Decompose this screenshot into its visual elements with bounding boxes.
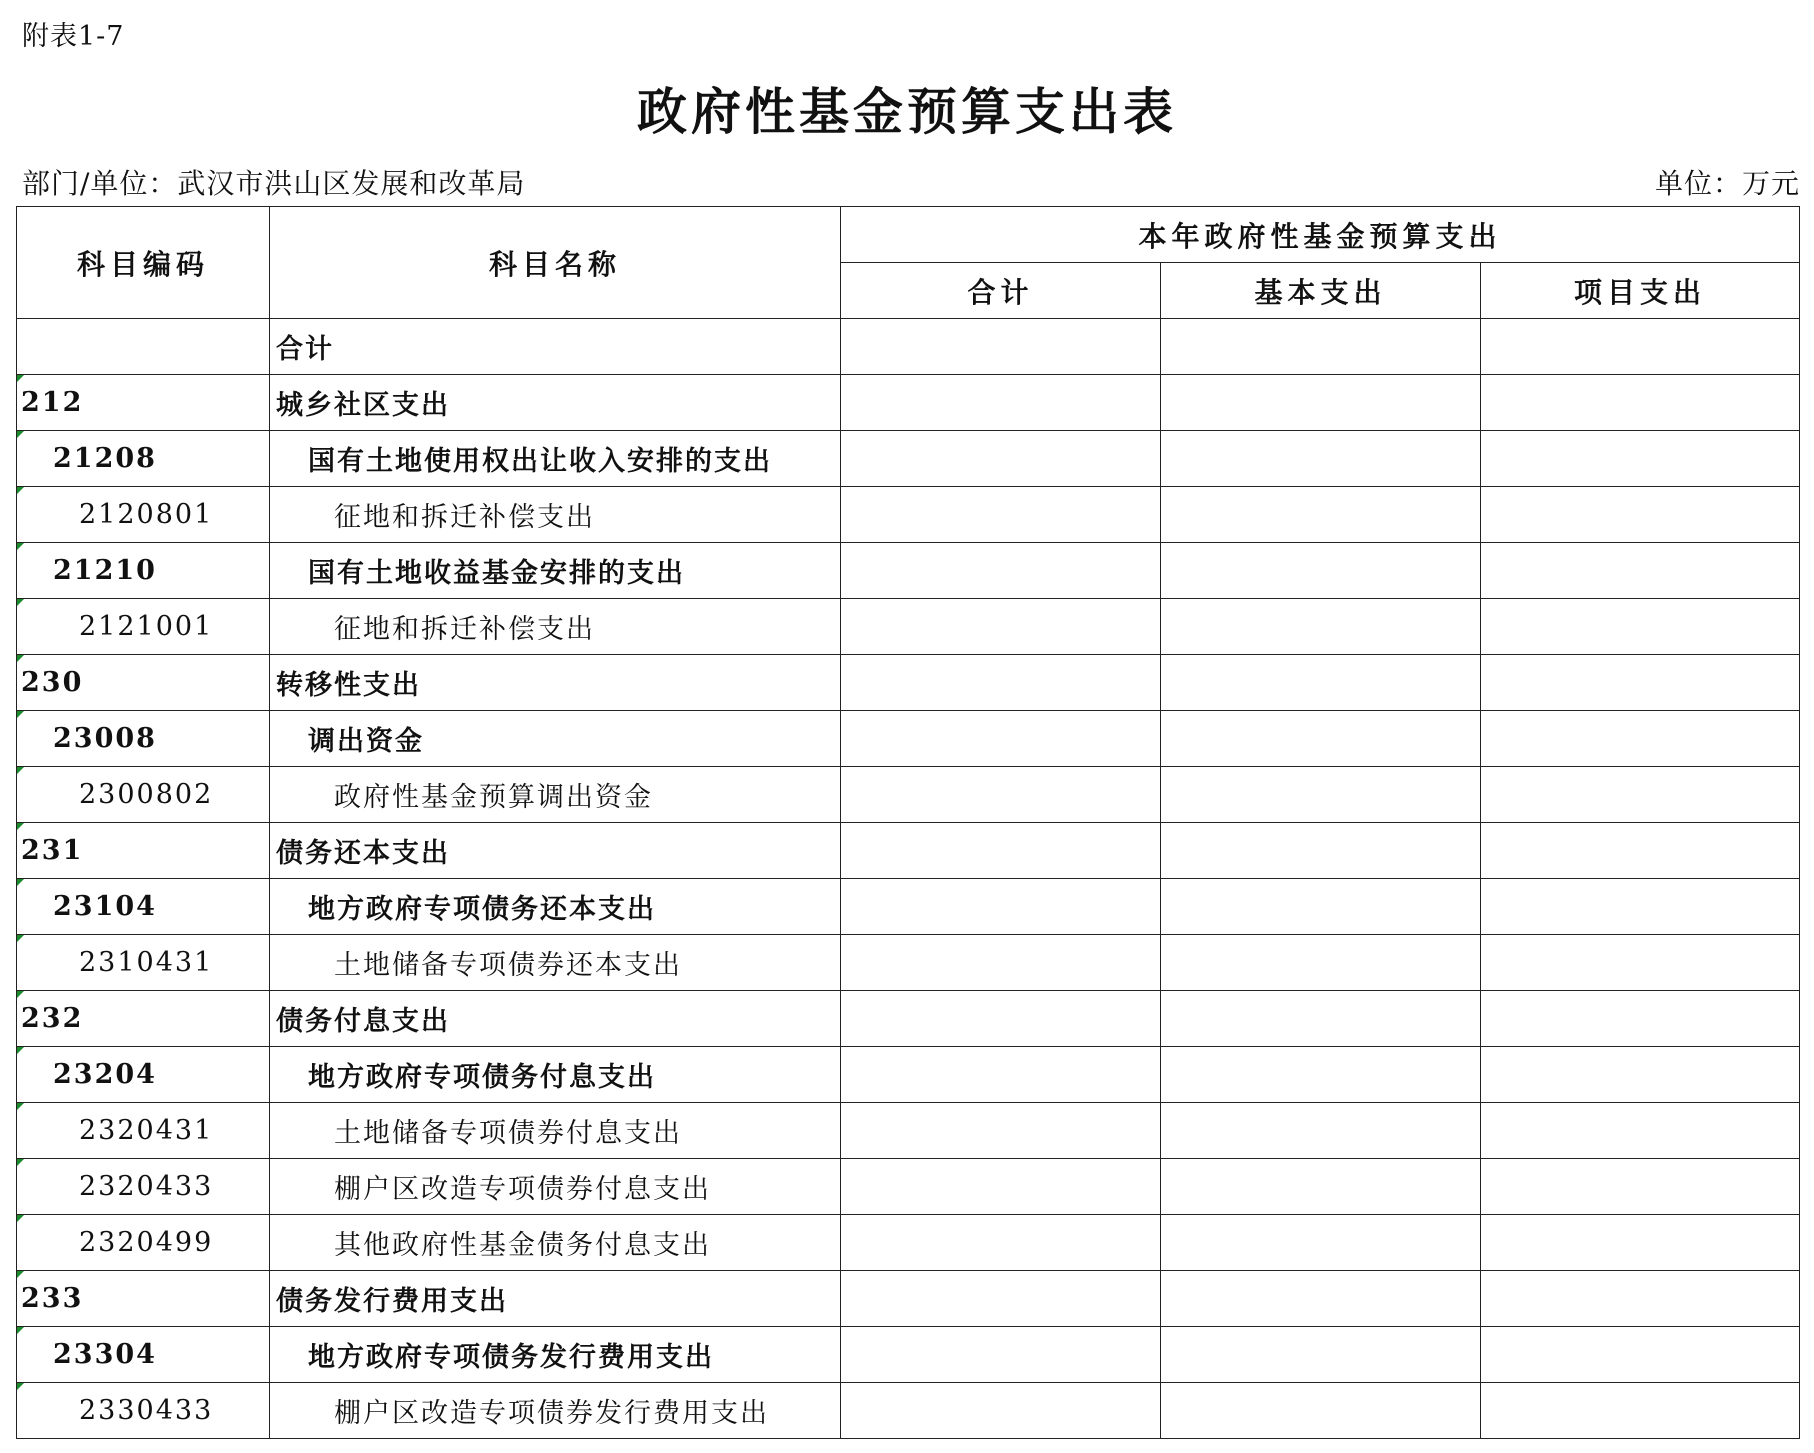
project-amount-cell[interactable]	[1481, 1047, 1800, 1103]
table-row	[17, 319, 1800, 375]
table-row	[17, 543, 1800, 599]
subject-name: 债务付息支出	[276, 1006, 450, 1037]
subject-name-cell[interactable]	[270, 1327, 841, 1383]
subject-code: 231	[21, 835, 84, 866]
basic-amount-cell[interactable]	[1161, 1215, 1481, 1271]
project-amount-cell[interactable]	[1481, 879, 1800, 935]
total-amount-cell[interactable]	[841, 823, 1161, 879]
sheet-label: 附表1-7	[22, 21, 125, 52]
total-amount-cell[interactable]	[841, 1215, 1161, 1271]
cell-text-marker-icon	[17, 1327, 24, 1334]
basic-amount-cell[interactable]	[1161, 543, 1481, 599]
subject-code-cell[interactable]	[17, 879, 270, 935]
cell-text-marker-icon	[17, 599, 24, 606]
subject-name: 政府性基金预算调出资金	[334, 782, 653, 813]
project-amount-cell[interactable]	[1481, 543, 1800, 599]
table-row	[17, 991, 1800, 1047]
subject-code-cell[interactable]	[17, 431, 270, 487]
basic-amount-cell[interactable]	[1161, 375, 1481, 431]
basic-amount-cell[interactable]	[1161, 1383, 1481, 1439]
cell-text-marker-icon	[17, 711, 24, 718]
subject-name: 合计	[276, 334, 334, 365]
subject-name: 地方政府专项债务付息支出	[308, 1062, 656, 1093]
project-amount-cell[interactable]	[1481, 711, 1800, 767]
subject-code-cell[interactable]	[17, 1215, 270, 1271]
basic-amount-cell[interactable]	[1161, 991, 1481, 1047]
basic-amount-cell[interactable]	[1161, 599, 1481, 655]
subject-code-cell[interactable]	[17, 1271, 270, 1327]
basic-amount-cell[interactable]	[1161, 767, 1481, 823]
table-row	[17, 1103, 1800, 1159]
total-amount-cell[interactable]	[841, 1383, 1161, 1439]
basic-amount-cell[interactable]	[1161, 1271, 1481, 1327]
subject-name-cell[interactable]	[270, 375, 841, 431]
total-amount-cell[interactable]	[841, 1047, 1161, 1103]
column-header-name: 科目名称	[270, 207, 841, 319]
total-amount-cell[interactable]	[841, 1159, 1161, 1215]
subject-code: 230	[21, 667, 84, 698]
page-title: 政府性基金预算支出表	[637, 82, 1177, 141]
total-amount-cell[interactable]	[841, 879, 1161, 935]
subject-code: 23008	[53, 723, 157, 754]
cell-text-marker-icon	[17, 823, 24, 830]
cell-text-marker-icon	[17, 1215, 24, 1222]
column-header-total: 合计	[841, 263, 1161, 319]
basic-amount-cell[interactable]	[1161, 879, 1481, 935]
subject-name-cell[interactable]	[270, 655, 841, 711]
cell-text-marker-icon	[17, 543, 24, 550]
total-amount-cell[interactable]	[841, 1327, 1161, 1383]
subject-code: 2330433	[79, 1395, 214, 1426]
total-amount-cell[interactable]	[841, 935, 1161, 991]
project-amount-cell[interactable]	[1481, 655, 1800, 711]
table-row	[17, 375, 1800, 431]
subject-code: 23304	[53, 1339, 157, 1370]
subject-code-cell[interactable]	[17, 543, 270, 599]
subject-name-cell[interactable]	[270, 319, 841, 375]
subject-name: 国有土地收益基金安排的支出	[308, 558, 685, 589]
cell-text-marker-icon	[17, 1103, 24, 1110]
subject-code-cell[interactable]	[17, 1327, 270, 1383]
project-amount-cell[interactable]	[1481, 431, 1800, 487]
basic-amount-cell[interactable]	[1161, 1327, 1481, 1383]
project-amount-cell[interactable]	[1481, 1383, 1800, 1439]
subject-name-cell[interactable]	[270, 1047, 841, 1103]
subject-name-cell[interactable]	[270, 711, 841, 767]
table-row	[17, 823, 1800, 879]
subject-code: 21208	[53, 443, 157, 474]
project-amount-cell[interactable]	[1481, 767, 1800, 823]
table-row	[17, 711, 1800, 767]
subject-name-cell[interactable]	[270, 1103, 841, 1159]
subject-name: 土地储备专项债券还本支出	[334, 950, 682, 981]
subject-code: 2320433	[79, 1171, 214, 1202]
subject-code-cell[interactable]	[17, 1103, 270, 1159]
subject-name-cell[interactable]	[270, 879, 841, 935]
subject-name: 地方政府专项债务还本支出	[308, 894, 656, 925]
subject-name: 债务还本支出	[276, 838, 450, 869]
basic-amount-cell[interactable]	[1161, 711, 1481, 767]
subject-code: 2320499	[79, 1227, 214, 1258]
subject-name-cell[interactable]	[270, 935, 841, 991]
cell-text-marker-icon	[17, 655, 24, 662]
cell-text-marker-icon	[17, 1383, 24, 1390]
subject-name: 转移性支出	[276, 670, 421, 701]
subject-name: 棚户区改造专项债券发行费用支出	[334, 1398, 769, 1429]
subject-code-cell[interactable]	[17, 823, 270, 879]
subject-name-cell[interactable]	[270, 599, 841, 655]
subject-code: 232	[21, 1003, 84, 1034]
basic-amount-cell[interactable]	[1161, 1047, 1481, 1103]
subject-code-cell[interactable]	[17, 1159, 270, 1215]
subject-code: 23104	[53, 891, 157, 922]
subject-code-cell[interactable]	[17, 599, 270, 655]
subject-name: 调出资金	[308, 726, 424, 757]
cell-text-marker-icon	[17, 935, 24, 942]
total-amount-cell[interactable]	[841, 543, 1161, 599]
subject-code-cell[interactable]	[17, 375, 270, 431]
project-amount-cell[interactable]	[1481, 991, 1800, 1047]
subject-code-cell[interactable]	[17, 1383, 270, 1439]
subject-name-cell[interactable]	[270, 487, 841, 543]
subject-name-cell[interactable]	[270, 767, 841, 823]
project-amount-cell[interactable]	[1481, 599, 1800, 655]
subject-code: 2310431	[79, 947, 214, 978]
subject-code: 23204	[53, 1059, 157, 1090]
project-amount-cell[interactable]	[1481, 375, 1800, 431]
table-row	[17, 1215, 1800, 1271]
column-header-basic: 基本支出	[1161, 263, 1481, 319]
subject-name-cell[interactable]	[270, 1159, 841, 1215]
subject-name: 棚户区改造专项债券付息支出	[334, 1174, 711, 1205]
subject-code-cell[interactable]	[17, 487, 270, 543]
basic-amount-cell[interactable]	[1161, 1103, 1481, 1159]
subject-code: 2320431	[79, 1115, 214, 1146]
table-row	[17, 431, 1800, 487]
subject-code-cell[interactable]	[17, 935, 270, 991]
cell-text-marker-icon	[17, 431, 24, 438]
subject-name-cell[interactable]	[270, 1271, 841, 1327]
subject-name: 征地和拆迁补偿支出	[334, 502, 595, 533]
total-amount-cell[interactable]	[841, 1103, 1161, 1159]
total-amount-cell[interactable]	[841, 767, 1161, 823]
project-amount-cell[interactable]	[1481, 1215, 1800, 1271]
table-row	[17, 487, 1800, 543]
department-label: 部门/单位：武汉市洪山区发展和改革局	[22, 167, 526, 200]
basic-amount-cell[interactable]	[1161, 1159, 1481, 1215]
column-group-header: 本年政府性基金预算支出	[841, 207, 1800, 263]
subject-code: 212	[21, 387, 84, 418]
subject-code: 21210	[53, 555, 157, 586]
subject-code-cell[interactable]	[17, 655, 270, 711]
cell-text-marker-icon	[17, 1047, 24, 1054]
subject-name: 土地储备专项债券付息支出	[334, 1118, 682, 1149]
subject-code-cell[interactable]	[17, 767, 270, 823]
subject-name-cell[interactable]	[270, 1383, 841, 1439]
subject-code-cell[interactable]	[17, 319, 270, 375]
basic-amount-cell[interactable]	[1161, 823, 1481, 879]
cell-text-marker-icon	[17, 879, 24, 886]
table-row	[17, 767, 1800, 823]
subject-code-cell[interactable]	[17, 711, 270, 767]
subject-name: 债务发行费用支出	[276, 1286, 508, 1317]
subject-name: 征地和拆迁补偿支出	[334, 614, 595, 645]
total-amount-cell[interactable]	[841, 1271, 1161, 1327]
budget-table	[16, 206, 1800, 1439]
project-amount-cell[interactable]	[1481, 935, 1800, 991]
cell-text-marker-icon	[17, 767, 24, 774]
table-row	[17, 1327, 1800, 1383]
project-amount-cell[interactable]	[1481, 319, 1800, 375]
subject-name-cell[interactable]	[270, 991, 841, 1047]
subject-code: 233	[21, 1283, 84, 1314]
table-row	[17, 1383, 1800, 1439]
total-amount-cell[interactable]	[841, 319, 1161, 375]
table-row	[17, 879, 1800, 935]
basic-amount-cell[interactable]	[1161, 319, 1481, 375]
table-row	[17, 1047, 1800, 1103]
cell-text-marker-icon	[17, 1159, 24, 1166]
basic-amount-cell[interactable]	[1161, 487, 1481, 543]
basic-amount-cell[interactable]	[1161, 431, 1481, 487]
table-row	[17, 655, 1800, 711]
subject-code-cell[interactable]	[17, 991, 270, 1047]
subject-code: 2300802	[79, 779, 214, 810]
column-header-project: 项目支出	[1481, 263, 1800, 319]
column-header-code: 科目编码	[17, 207, 270, 319]
basic-amount-cell[interactable]	[1161, 655, 1481, 711]
total-amount-cell[interactable]	[841, 375, 1161, 431]
subject-name-cell[interactable]	[270, 431, 841, 487]
total-amount-cell[interactable]	[841, 599, 1161, 655]
project-amount-cell[interactable]	[1481, 1103, 1800, 1159]
subject-name: 国有土地使用权出让收入安排的支出	[308, 446, 772, 477]
total-amount-cell[interactable]	[841, 711, 1161, 767]
cell-text-marker-icon	[17, 375, 24, 382]
total-amount-cell[interactable]	[841, 991, 1161, 1047]
table-row	[17, 935, 1800, 991]
subject-code-cell[interactable]	[17, 1047, 270, 1103]
subject-code: 2121001	[79, 611, 214, 642]
table-row	[17, 1159, 1800, 1215]
project-amount-cell[interactable]	[1481, 1271, 1800, 1327]
unit-label: 单位：万元	[1654, 167, 1800, 200]
subject-name-cell[interactable]	[270, 543, 841, 599]
total-amount-cell[interactable]	[841, 431, 1161, 487]
cell-text-marker-icon	[17, 991, 24, 998]
subject-name-cell[interactable]	[270, 823, 841, 879]
cell-text-marker-icon	[17, 1271, 24, 1278]
total-amount-cell[interactable]	[841, 487, 1161, 543]
subject-name-cell[interactable]	[270, 1215, 841, 1271]
project-amount-cell[interactable]	[1481, 1327, 1800, 1383]
table-header-row	[17, 207, 1800, 263]
project-amount-cell[interactable]	[1481, 1159, 1800, 1215]
cell-text-marker-icon	[17, 487, 24, 494]
subject-name: 地方政府专项债务发行费用支出	[308, 1342, 714, 1373]
table-row	[17, 1271, 1800, 1327]
subject-name: 城乡社区支出	[276, 390, 450, 421]
table-body	[17, 319, 1800, 1439]
total-amount-cell[interactable]	[841, 655, 1161, 711]
subject-name: 其他政府性基金债务付息支出	[334, 1230, 711, 1261]
project-amount-cell[interactable]	[1481, 487, 1800, 543]
project-amount-cell[interactable]	[1481, 823, 1800, 879]
subject-code: 2120801	[79, 499, 214, 530]
table-row	[17, 599, 1800, 655]
basic-amount-cell[interactable]	[1161, 935, 1481, 991]
